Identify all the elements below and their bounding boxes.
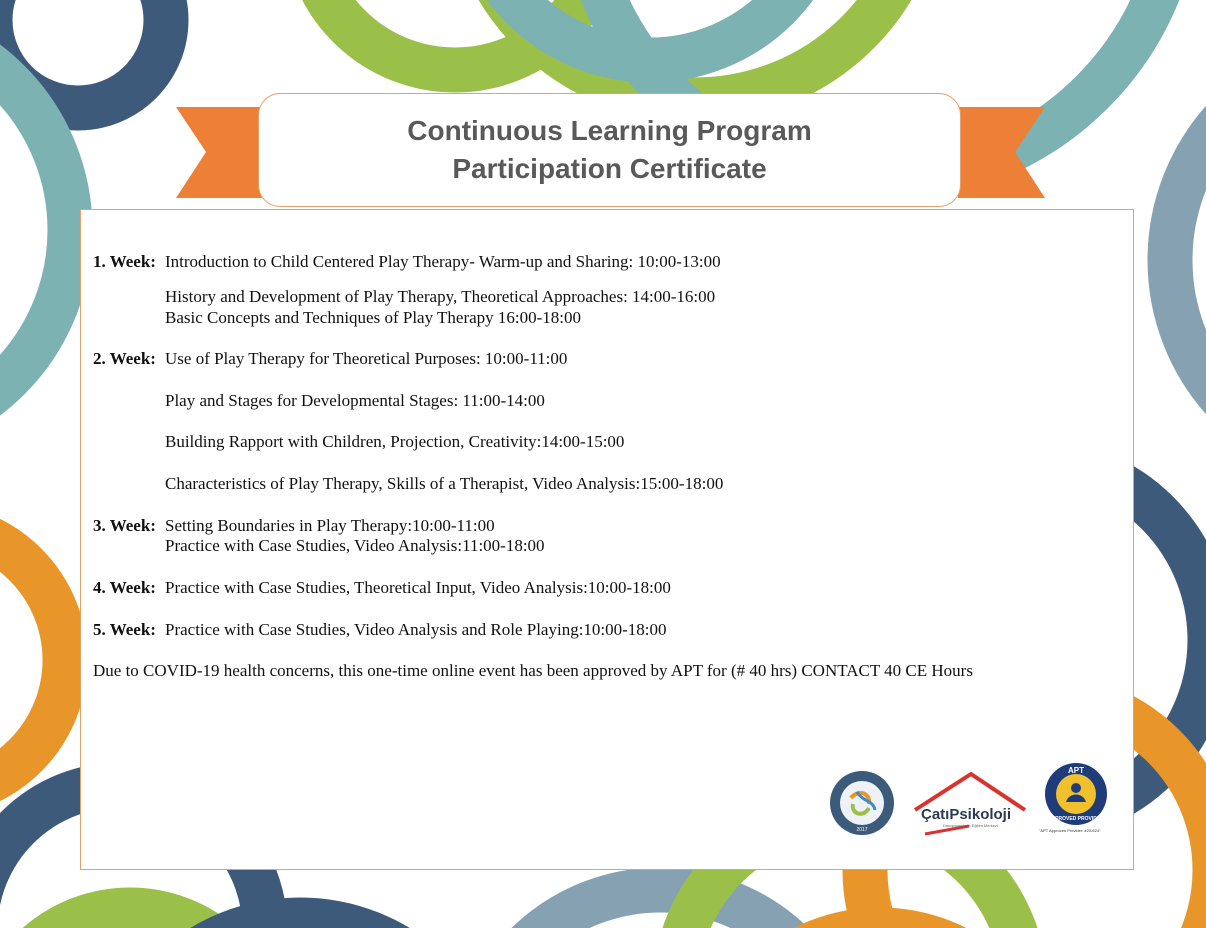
steel-arc-right (1170, 50, 1206, 470)
week5-label: 5. Week: (93, 620, 156, 639)
week3-session2: Practice with Case Studies, Video Analysis:11:00-18:00 (165, 536, 545, 555)
oyun-logo-year: 2017 (856, 827, 868, 833)
apt-logo-ring-text: APPROVED PROVIDER (1048, 816, 1104, 822)
cati-logo-name: ÇatıPsikoloji (921, 806, 1012, 823)
week3-label: 3. Week: (93, 516, 156, 535)
week1-session2: History and Development of Play Therapy, Theoretical Approaches: 14:00-16:00 (165, 287, 716, 306)
oyun-terapileri-logo (829, 770, 895, 836)
covid-approval-note: Due to COVID-19 health concerns, this one-time online event has been approved by APT for (# 40 hrs) CONTACT 40 CE Hours (93, 661, 973, 680)
week2-session3: Building Rapport with Children, Projection, Creativity:14:00-15:00 (165, 432, 625, 451)
apt-logo-top: APT (1068, 766, 1084, 775)
week4-session1: Practice with Case Studies, Theoretical Input, Video Analysis:10:00-18:00 (165, 578, 671, 597)
week2-label: 2. Week: (93, 349, 156, 368)
cati-logo-subtitle: Danışmanlık ve Eğitim Merkezi (943, 823, 998, 828)
steel-arc-bottom (470, 890, 850, 928)
certificate-title-line1: Continuous Learning Program (407, 115, 812, 146)
week2-session2: Play and Stages for Developmental Stages: 11:00-14:00 (165, 391, 545, 410)
certificate-title-line2: Participation Certificate (452, 153, 767, 184)
week2-session1: Use of Play Therapy for Theoretical Purposes: 10:00-11:00 (165, 349, 568, 368)
week1-session1: Introduction to Child Centered Play Therapy- Warm-up and Sharing: 10:00-13:00 (165, 252, 721, 271)
cati-psikoloji-logo (909, 770, 1029, 838)
ribbon-left-tail (176, 107, 262, 198)
apt-provider-caption: "APT Approved Provider: #20-624" (1039, 828, 1101, 833)
week5-session1: Practice with Case Studies, Video Analysis and Role Playing:10:00-18:00 (165, 620, 667, 639)
certificate-content-panel (80, 209, 1134, 870)
week1-label: 1. Week: (93, 252, 156, 271)
certificate-title-box (258, 93, 961, 207)
orange-arc-left (0, 525, 65, 795)
week4-label: 4. Week: (93, 578, 156, 597)
week1-session3: Basic Concepts and Techniques of Play Therapy 16:00-18:00 (165, 308, 582, 327)
apt-approved-provider-logo (1033, 762, 1119, 838)
week3-session1: Setting Boundaries in Play Therapy:10:00-11:00 (165, 516, 495, 535)
week2-session4: Characteristics of Play Therapy, Skills of a Therapist, Video Analysis:15:00-18:00 (165, 474, 724, 493)
